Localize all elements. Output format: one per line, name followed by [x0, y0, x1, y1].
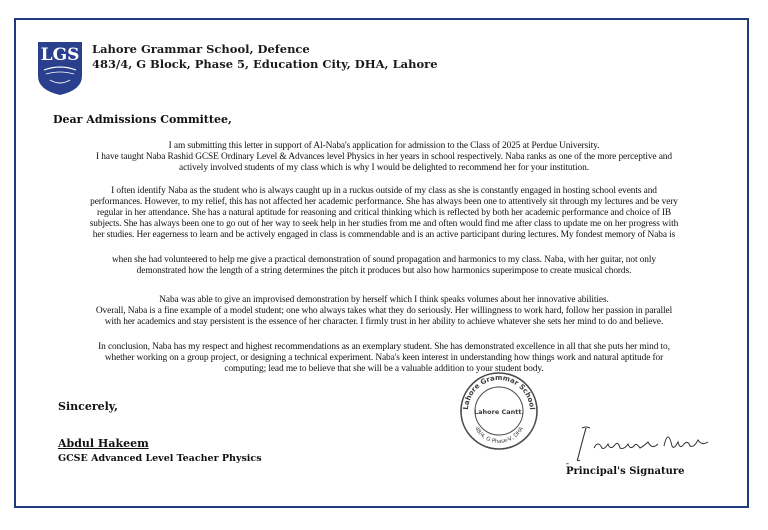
school-name: Lahore Grammar School, Defence [92, 42, 310, 56]
school-address: 483/4, G Block, Phase 5, Education City, DHA, Lahore [92, 57, 438, 71]
teacher-title: GCSE Advanced Level Teacher Physics [58, 453, 262, 464]
salutation: Dear Admissions Committee, [53, 113, 232, 126]
text-line: with her academics and stay persistent is the essence of her character. I firmly trust in her ability to achieve whatever she sets her mind to do and believe. [104, 317, 664, 327]
text-line: whether working on a group project, or designing a technical experiment. Naba's keen interest in understanding how things work and natural aptitude for [104, 353, 664, 363]
stamp-ring-text: Lahore Grammar School [461, 373, 536, 411]
teacher-name: Abdul Hakeem [58, 437, 149, 450]
text-line: regular in her attendance. She has a natural aptitude for reasoning and critical thinking which is reflected by both her academic performance and choice of IB [96, 208, 672, 218]
text-line: demonstrated how the length of a string determines the pitch it produces but also how harmonics superimpose to create musical chords. [136, 266, 632, 276]
text-line: actively involved students of my class which is why I would be delighted to recommend her for your institution. [179, 163, 589, 173]
svg-text:Lahore Grammar School [462, 374, 536, 410]
svg-text:48/4, G Phase-V, DHA [473, 426, 525, 445]
text-line: Overall, Naba is a fine example of a model student; one who always takes what they do seriously. Her willingness to work hard, follow her passion in parallel [95, 306, 673, 316]
text-line: I often identify Naba as the student who is always caught up in a ruckus outside of my class as she is constantly engaged in hosting school events and [111, 186, 657, 196]
paragraph-1 [30, 141, 738, 174]
stamp-center-text: Lahore Cantt. [474, 408, 524, 416]
text-line: I have taught Naba Rashid GCSE Ordinary Level & Advances level Physics in her years in school respectively. Naba ranks as one of the more perceptive and [96, 152, 672, 162]
paragraph-3 [30, 255, 738, 277]
text-line: Naba was able to give an improvised demonstration by herself which I think speaks volumes about her innovative abilities. [159, 295, 609, 305]
paragraph-5 [30, 342, 738, 375]
text-line: performances. However, to my relief, this has not affected her academic performance. She has always been one to attentively sit through my lectures and be very [90, 197, 678, 207]
logo-text: LGS [40, 45, 80, 65]
text-line: subjects. She has always been one to go out of her way to seek help in her studies from me and often would find me after class to update me on her progress with [89, 219, 679, 229]
text-line: her studies. Her eagerness to learn and be actively engaged in class is commendable and is an active participant during lectures. My fondest memory of Naba is [92, 230, 676, 240]
text-line: In conclusion, Naba has my respect and highest recommendations as an exemplary student. She has demonstrated excellence in all that she puts her mind to, [98, 342, 670, 352]
principal-signature [568, 420, 718, 464]
text-line: computing; lead me to believe that she will be a valuable addition to your student body. [224, 364, 544, 374]
principal-signature-label: Principal's Signature [566, 466, 685, 477]
paragraph-2 [30, 186, 738, 241]
school-logo [36, 40, 84, 96]
stamp-bottom-text: 48/4, G Phase-V, DHA [473, 426, 525, 446]
school-stamp [458, 370, 540, 452]
closing: Sincerely, [58, 400, 118, 413]
text-line: I am submitting this letter in support of Al-Naba's application for admission to the Class of 2025 at Perdue University. [168, 141, 600, 151]
paragraph-4 [30, 295, 738, 328]
school-letterhead [92, 42, 438, 72]
signature-line: - [566, 458, 570, 468]
text-line: when she had volunteered to help me give a practical demonstration of sound propagation and harmonics to my class. Naba, with her guitar, not only [112, 255, 656, 265]
